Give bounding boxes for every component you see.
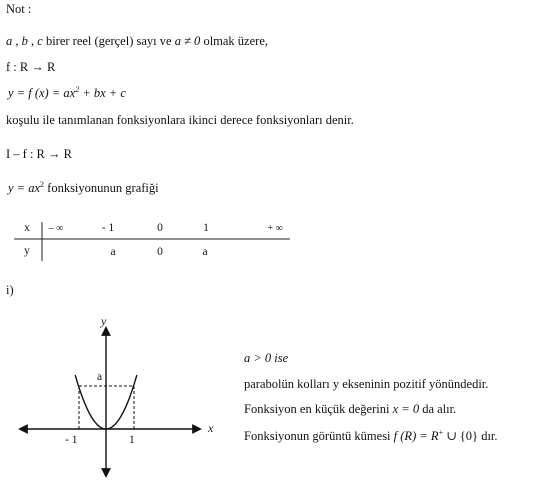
x-axis-label: x: [208, 421, 214, 435]
tick-label-minus-one: - 1: [65, 434, 78, 446]
table-row-label-x: x: [24, 222, 30, 234]
graph-intro-text: fonksiyonunun grafiği: [44, 181, 159, 195]
function-domain: f : R → R: [6, 60, 56, 74]
explanation-line-3: [244, 428, 498, 444]
explanation-line-3-math: f (R) = R: [393, 429, 439, 443]
explanation-line-3-sup: +: [438, 428, 444, 437]
explanation-line-1: parabolün kolları y ekseninin pozitif yönündedir.: [244, 377, 489, 391]
table-x-pos-infinity: + ∞: [267, 223, 283, 234]
tick-label-one: 1: [129, 434, 135, 446]
table-y-at-minus-one: a: [110, 246, 116, 258]
case-label: i): [6, 283, 14, 297]
explanation-line-2-prefix: Fonksiyon en küçük değerini: [244, 402, 393, 416]
explanation-line-3-suffix: dır.: [478, 429, 498, 443]
table-x-one: 1: [203, 222, 209, 234]
formula-exponent: 2: [75, 85, 80, 94]
intro-text: birer reel (gerçel) sayı ve: [42, 34, 175, 48]
table-y-at-zero: 0: [157, 246, 163, 258]
table-y-at-one: a: [202, 246, 208, 258]
note-heading: Not :: [6, 2, 32, 16]
explanation-condition: a > 0 ise: [244, 351, 289, 365]
formula-left: y = f (x) = ax: [8, 86, 76, 100]
intro-suffix: olmak üzere,: [200, 34, 268, 48]
table-x-neg-infinity: – ∞: [48, 223, 64, 234]
explanation-line-2: [244, 402, 456, 417]
section-title: I – f : R → R: [6, 147, 72, 161]
table-x-minus-one: - 1: [101, 222, 115, 234]
point-label-a: a: [97, 371, 103, 383]
explanation-line-2-math: x = 0: [392, 402, 420, 416]
table-row-label-y: y: [24, 245, 30, 257]
intro-variables: a , b , c: [6, 34, 43, 48]
table-x-zero: 0: [157, 222, 163, 234]
formula-right: + bx + c: [79, 86, 126, 100]
intro-condition: a ≠ 0: [174, 34, 201, 48]
explanation-line-3-prefix: Fonksiyonun görüntü kümesi: [244, 429, 394, 443]
graph-intro-formula: y = ax: [8, 181, 41, 195]
explanation-line-3-union: ∪ {0}: [443, 429, 479, 443]
y-axis-label: y: [101, 314, 107, 328]
graph-intro-exponent: 2: [40, 180, 45, 189]
explanation-line-2-suffix: da alır.: [419, 402, 457, 416]
definition-sentence: koşulu ile tanımlanan fonksiyonlara ikinci derece fonksiyonları denir.: [6, 113, 354, 127]
